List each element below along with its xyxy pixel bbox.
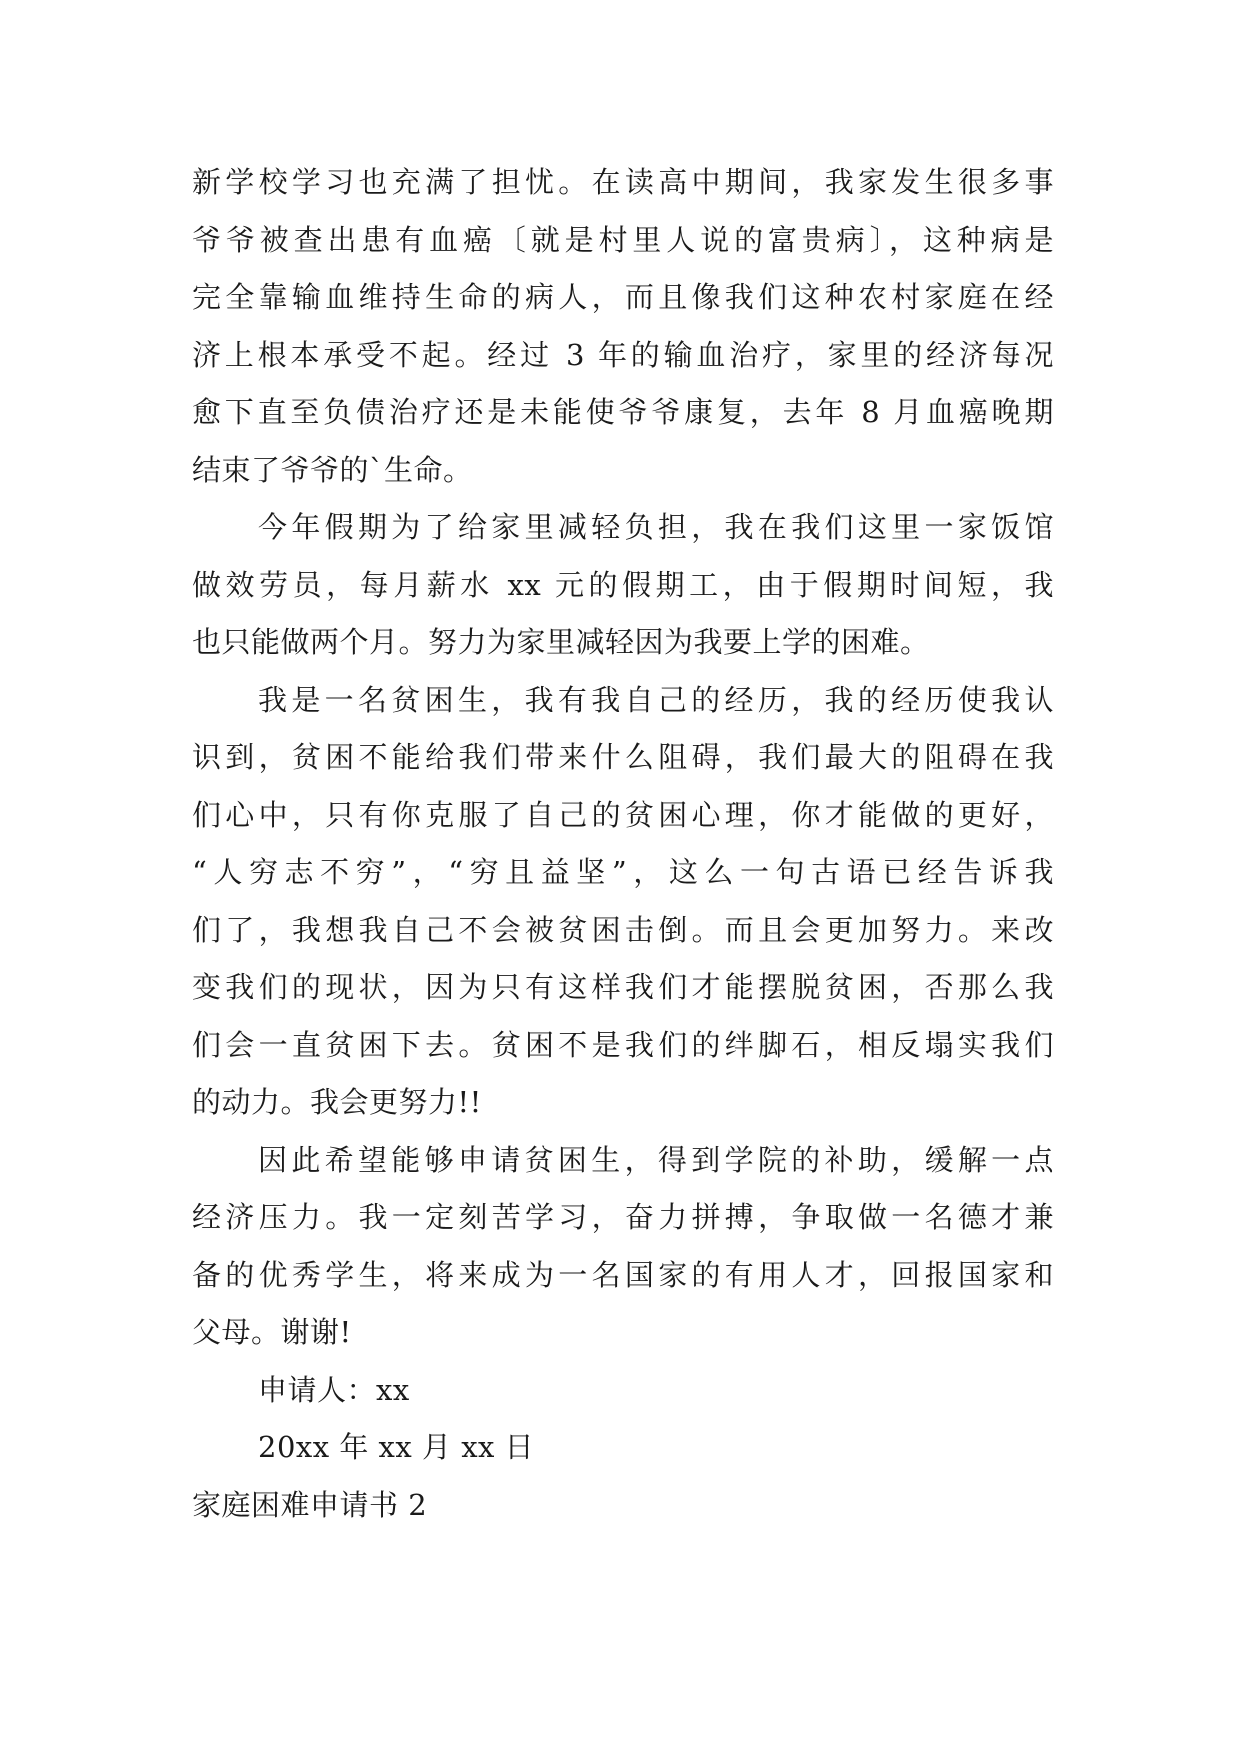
text-line: “人穷志不穷”，“穷且益坚”，这么一句古语已经告诉我 bbox=[192, 855, 1054, 889]
text-line: 识到，贫困不能给我们带来什么阻碍，我们最大的阻碍在我 bbox=[192, 740, 1054, 774]
text-line: 备的优秀学生，将来成为一名国家的有用人才，回报国家和 bbox=[192, 1257, 1054, 1292]
text-line: 愈下直至负债治疗还是未能使爷爷康复，去年 8 月血癌晚期 bbox=[192, 395, 1054, 429]
text-line: 做效劳员，每月薪水 xx 元的假期工，由于假期时间短，我 bbox=[192, 567, 1054, 602]
document-page bbox=[192, 154, 1054, 1534]
text-line: 们会一直贫困下去。贫困不是我们的绊脚石，相反塌实我们 bbox=[192, 1027, 1054, 1062]
text-line: 我是一名贫困生，我有我自己的经历，我的经历使我认 bbox=[258, 682, 1054, 717]
text-line: 的动力。我会更努力!! bbox=[192, 1085, 482, 1119]
paragraph bbox=[192, 499, 1054, 672]
text-line: 济上根本承受不起。经过 3 年的输血治疗，家里的经济每况 bbox=[192, 337, 1054, 372]
text-line: 们了，我想我自己不会被贫困击倒。而且会更加努力。来改 bbox=[192, 912, 1054, 947]
text-line: 新学校学习也充满了担忧。在读高中期间，我家发生很多事 bbox=[192, 165, 1054, 199]
paragraph bbox=[192, 1132, 1054, 1362]
paragraph bbox=[192, 154, 1054, 499]
text-line: 变我们的现状，因为只有这样我们才能摆脱贫困，否那么我 bbox=[192, 970, 1054, 1004]
applicant-signature: 申请人：xx bbox=[258, 1372, 410, 1407]
text-line: 完全靠输血维持生命的病人，而且像我们这种农村家庭在经 bbox=[192, 280, 1054, 314]
text-line: 爷爷被查出患有血癌〔就是村里人说的富贵病〕，这种病是 bbox=[192, 222, 1054, 257]
text-line: 今年假期为了给家里减轻负担，我在我们这里一家饭馆 bbox=[258, 510, 1054, 544]
text-line: 们心中，只有你克服了自己的贫困心理，你才能做的更好， bbox=[192, 797, 1054, 832]
next-document-title: 家庭困难申请书 2 bbox=[192, 1487, 428, 1522]
text-line: 父母。谢谢! bbox=[192, 1315, 352, 1349]
paragraph bbox=[192, 672, 1054, 1132]
text-line: 经济压力。我一定刻苦学习，奋力拼搏，争取做一名德才兼 bbox=[192, 1200, 1054, 1234]
text-line: 也只能做两个月。努力为家里减轻因为我要上学的困难。 bbox=[192, 625, 930, 659]
text-line: 结束了爷爷的`生命。 bbox=[192, 452, 473, 487]
text-line: 因此希望能够申请贫困生，得到学院的补助，缓解一点 bbox=[258, 1142, 1054, 1177]
signature-date: 20xx 年 xx 月 xx 日 bbox=[258, 1430, 535, 1464]
